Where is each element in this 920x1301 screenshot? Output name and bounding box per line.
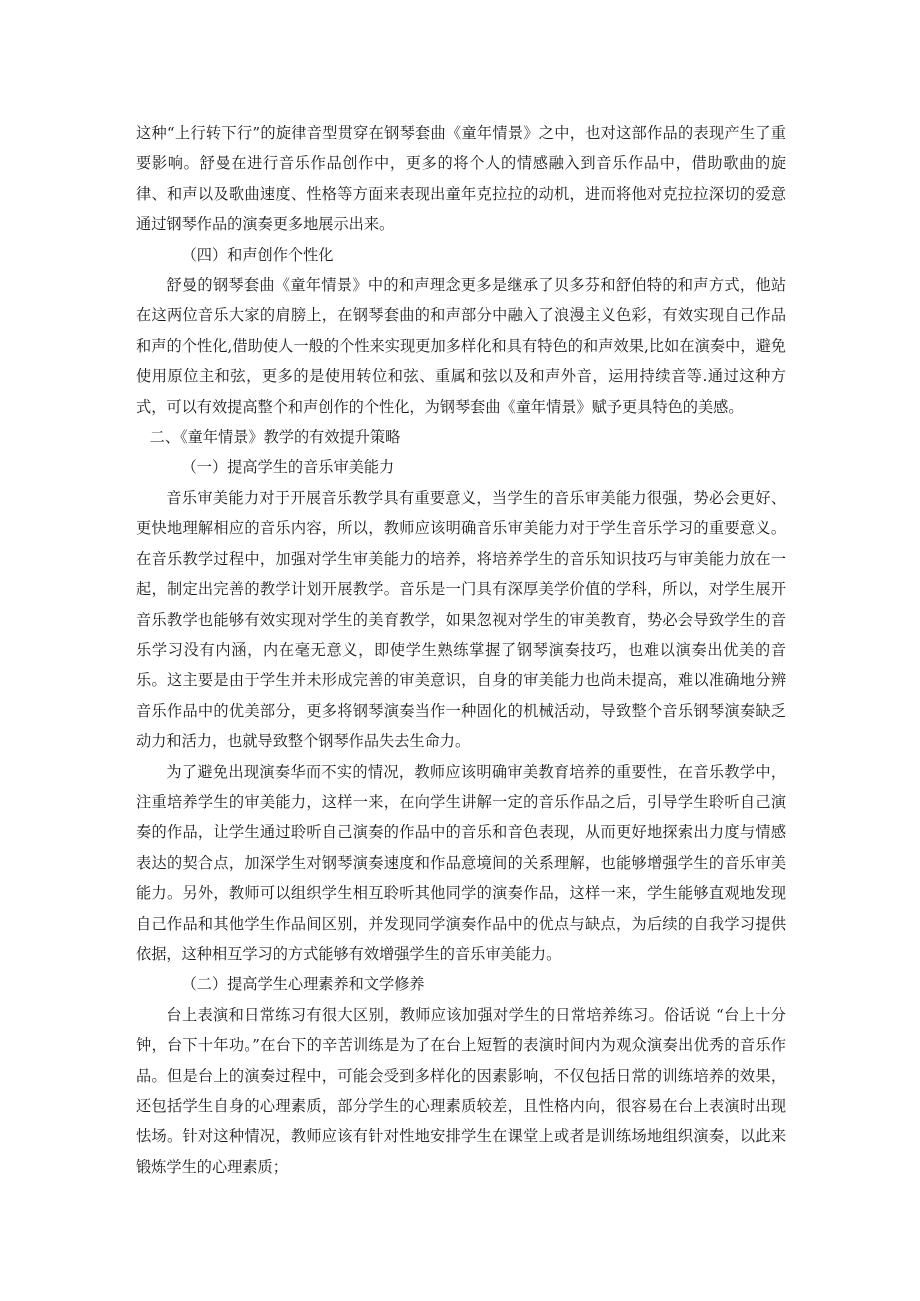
body-paragraph-2: 舒曼的钢琴套曲《童年情景》中的和声理念更多是继承了贝多芬和舒伯特的和声方式，他站在这两位音乐大家的肩膀上，在钢琴套曲的和声部分中融入了浪漫主义色彩，有效实现自己作品和声的个性化,借助使人一般的个性来实现更加多样化和具有特色的和声效果,比如在演奏中，避免使用原位主和弦，更多的是使用转位和弦、重属和弦以及和声外音，运用持续音等.通过这种方式，可以有效提高整个和声创作的个性化，为钢琴套曲《童年情景》赋予更具特色的美感。 xyxy=(136,276,786,416)
chapter-heading-strategies: 二、《童年情景》教学的有效提升策略 xyxy=(149,428,401,447)
body-paragraph-5: 台上表演和日常练习有很大区别，教师应该加强对学生的日常培养练习。俗话说 “台上十分钟，台下十年功。”在台下的辛苦训练是为了在台上短暂的表演时间内为观众演奏出优秀的音乐作品。但是台上的演奏过程中，可能会受到多样化的因素影响，不仅包括日常的训练培养的效果，还包括学生自身的心理素质，部分学生的心理素质较差，且性格内向，很容易在台上表演时出现怯场。针对这种情况，教师应该有针对性地安排学生在课堂上或者是训练场地组织演奏，以此来锻炼学生的心理素质； xyxy=(136,1005,786,1176)
body-paragraph-3: 音乐审美能力对于开展音乐教学具有重要意义，当学生的音乐审美能力很强，势必会更好、更快地理解相应的音乐内容，所以，教师应该明确音乐审美能力对于学生音乐学习的重要意义。在音乐教学过程中，加强对学生审美能力的培养，将培养学生的音乐知识技巧与审美能力放在一起，制定出完善的教学计划开展教学。音乐是一门具有深厚美学价值的学科，所以，对学生展开音乐教学也能够有效实现对学生的美育教学，如果忽视对学生的审美教育，势必会导致学生的音乐学习没有内涵，内在毫无意义，即使学生熟练掌握了钢琴演奏技巧，也难以演奏出优美的音乐。这主要是由于学生并未形成完善的审美意识，自身的审美能力也尚未提高，难以准确地分辨音乐作品中的优美部分，更多将钢琴演奏当作一种固化的机械活动，导致整个音乐钢琴演奏缺乏动力和活力，也就导致整个钢琴作品失去生命力。 xyxy=(136,488,786,751)
document-page xyxy=(136,118,786,1182)
body-paragraph-4: 为了避免出现演奏华而不实的情况，教师应该明确审美教育培养的重要性，在音乐教学中，注重培养学生的审美能力，这样一来，在向学生讲解一定的音乐作品之后，引导学生聆听自己演奏的作品，让学生通过聆听自己演奏的作品中的音乐和音色表现，从而更好地探索出力度与情感表达的契合点，加深学生对钢琴演奏速度和作品意境间的关系理解，也能够增强学生的音乐审美能力。另外，教师可以组织学生相互聆听其他同学的演奏作品，这样一来，学生能够直观地发现自己作品和其他学生作品间区别，并发现同学演奏作品中的优点与缺点，为后续的自我学习提供依据，这种相互学习的方式能够有效增强学生的音乐审美能力。 xyxy=(136,762,786,963)
section-heading-harmony: （四）和声创作个性化 xyxy=(181,245,334,264)
section-heading-aesthetic: （一）提高学生的音乐审美能力 xyxy=(181,458,395,477)
body-paragraph-1: 这种“上行转下行”的旋律音型贯穿在钢琴套曲《童年情景》之中，也对这部作品的表现产生了重要影响。舒曼在进行音乐作品创作中，更多的将个人的情感融入到音乐作品中，借助歌曲的旋律、和声以及歌曲速度、性格等方面来表现出童年克拉拉的动机，进而将他对克拉拉深切的爱意通过钢琴作品的演奏更多地展示出来。 xyxy=(136,124,786,234)
section-heading-psychology: （二）提高学生心理素养和文学修养 xyxy=(181,975,425,994)
